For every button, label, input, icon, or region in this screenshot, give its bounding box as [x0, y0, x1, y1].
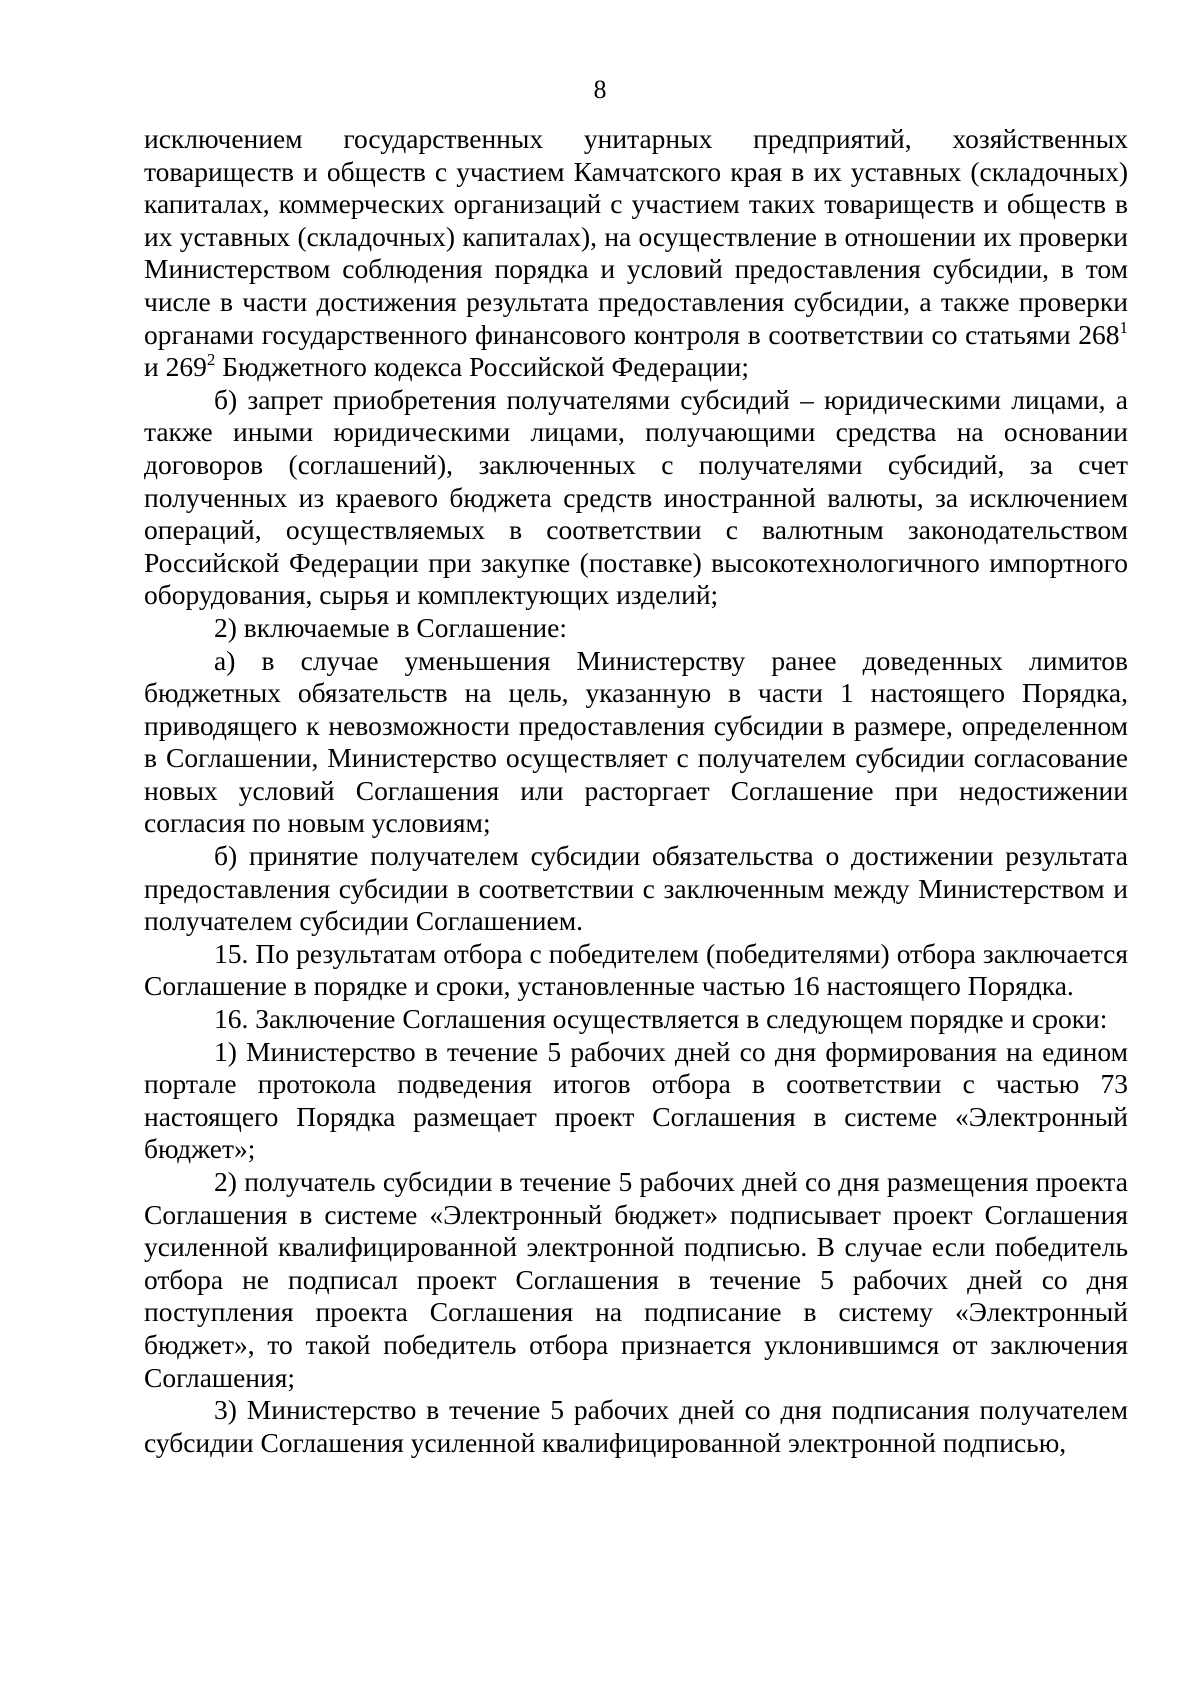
- superscript: 1: [1119, 317, 1128, 337]
- paragraph-step-2: 2) получатель субсидии в течение 5 рабочих дней со дня размещения проекта Соглашения в системе «Электронный бюджет» подписывает проект Соглашения усиленной квалифицированной электронной подписью. В случае если победитель отбора не подписал проект Соглашения в течение 5 рабочих дней со дня поступления проекта Соглашения на подписание в систему «Электронный бюджет», то такой победитель отбора признается уклонившимся от заключения Соглашения;: [144, 1166, 1128, 1393]
- paragraph-text: и 269: [144, 351, 207, 383]
- paragraph-item-2: 2) включаемые в Соглашение:: [214, 611, 567, 643]
- paragraph-continuation: [144, 123, 1128, 384]
- paragraph-step-3: 3) Министерство в течение 5 рабочих дней со дня подписания получателем субсидии Соглашения усиленной квалифицированной электронной подписью,: [144, 1394, 1128, 1458]
- page-number: 8: [593, 75, 607, 104]
- paragraph-text: Бюджетного кодекса Российской Федерации;: [215, 351, 750, 383]
- superscript: 2: [206, 350, 216, 370]
- paragraph-text: исключением государственных унитарных предприятий, хозяйственных товариществ и обществ с участием Камчатского края в их уставных (складочных) капиталах, коммерческих организаций с участием таких товариществ и обществ в их уставных (складочных) капиталах), на осуществление в отношении их проверки Министерством соблюдения порядка и условий предоставления субсидии, в том числе в части достижения результата предоставления субсидии, а также проверки органами государственного финансового контроля в соответствии со статьями 268: [144, 123, 1128, 350]
- paragraph-item-a: а) в случае уменьшения Министерству ранее доведенных лимитов бюджетных обязательств на цель, указанную в части 1 настоящего Порядка, приводящего к невозможности предоставления субсидии в размере, определенном в Соглашении, Министерство осуществляет с получателем субсидии согласование новых условий Соглашения или расторгает Соглашение при недостижении согласия по новым условиям;: [144, 644, 1128, 839]
- paragraph-section-16: 16. Заключение Соглашения осуществляется в следующем порядке и сроки:: [214, 1003, 1108, 1035]
- paragraph-section-15: 15. По результатам отбора с победителем (победителями) отбора заключается Соглашение в порядке и сроки, установленные частью 16 настоящего Порядка.: [144, 937, 1128, 1002]
- document-body: [144, 123, 1128, 1459]
- paragraph-step-1: 1) Министерство в течение 5 рабочих дней со дня формирования на едином портале протокола подведения итогов отбора в соответствии с частью 73 настоящего Порядка размещает проект Соглашения в системе «Электронный бюджет»;: [144, 1035, 1128, 1165]
- paragraph-item-b-ban: б) запрет приобретения получателями субсидий – юридическими лицами, а также иными юридическими лицами, получающими средства на основании договоров (соглашений), заключенных с получателями субсидий, за счет полученных из краевого бюджета средств иностранной валюты, за исключением операций, осуществляемых в соответствии с валютным законодательством Российской Федерации при закупке (поставке) высокотехнологичного импортного оборудования, сырья и комплектующих изделий;: [144, 383, 1128, 611]
- paragraph-item-b-obligation: б) принятие получателем субсидии обязательства о достижении результата предоставления субсидии в соответствии с заключенным между Министерством и получателем субсидии Соглашением.: [144, 840, 1128, 937]
